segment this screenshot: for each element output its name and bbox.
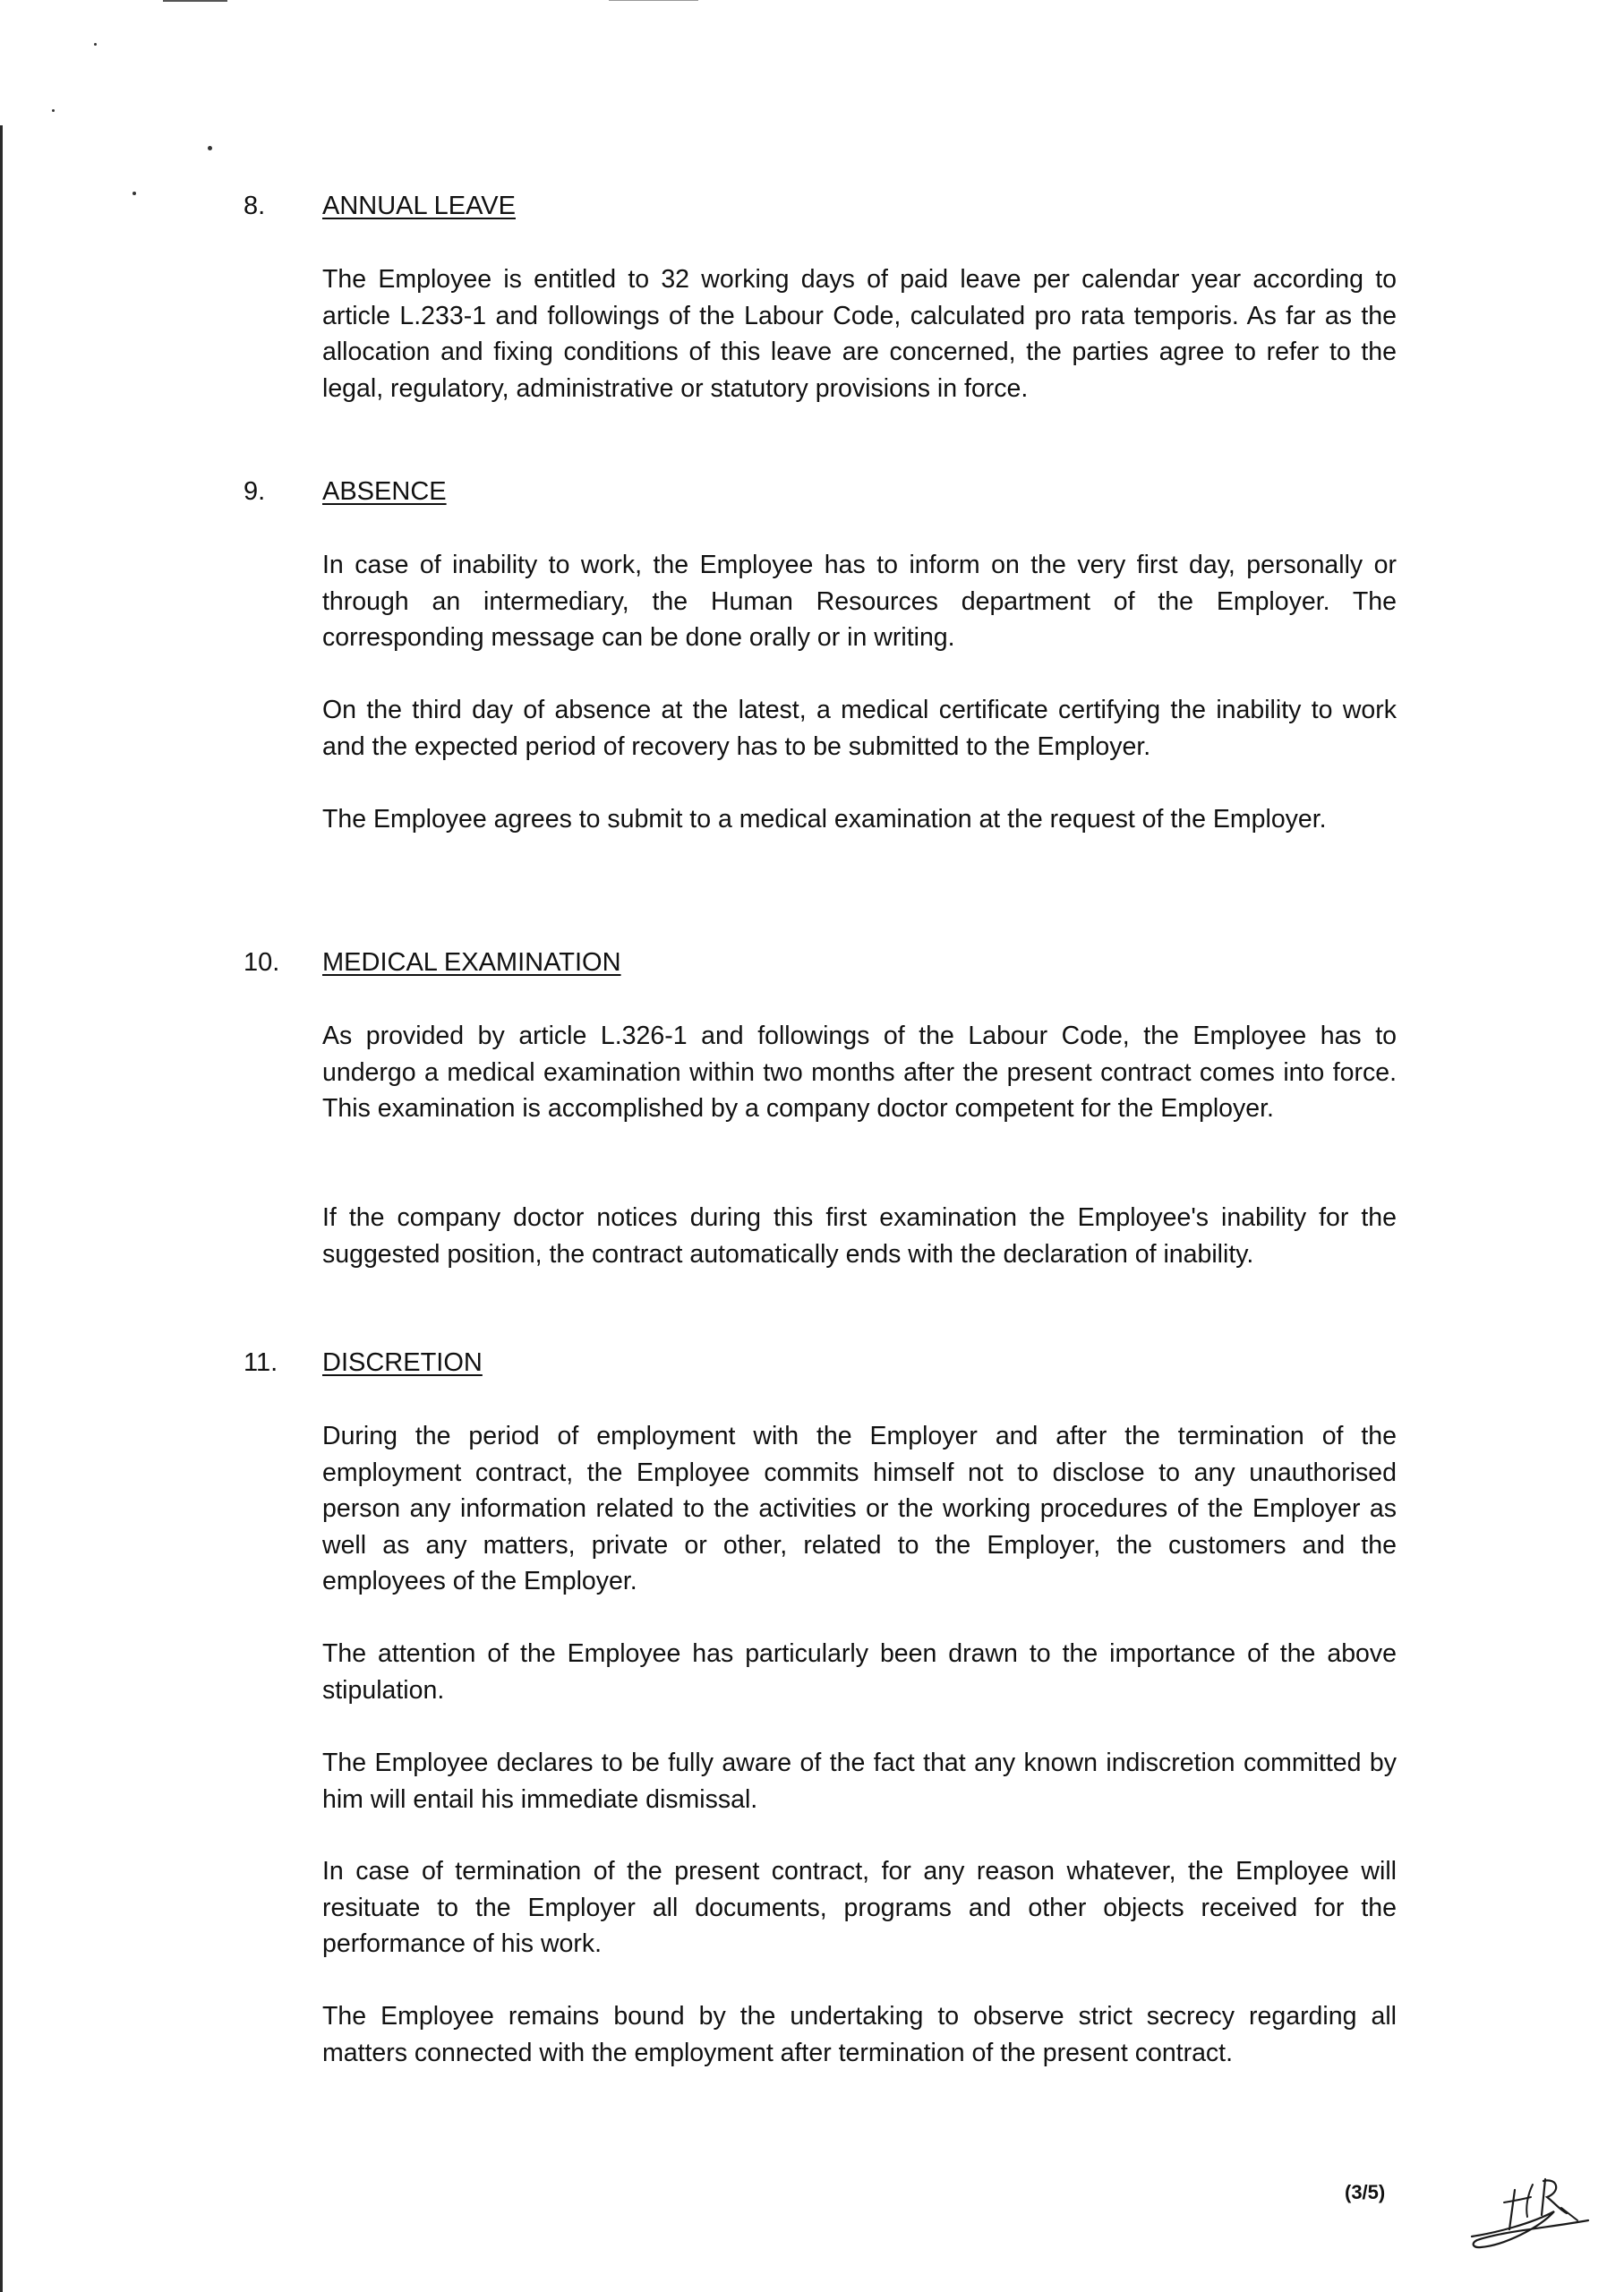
section-paragraph: As provided by article L.326-1 and followings of the Labour Code, the Employee has to undergo a medical examination within two months after the present contract comes into force. This examination is accomplished by a company doctor competent for the Employer. [322,1022,1397,1124]
section-paragraph: In case of inability to work, the Employee has to inform on the very first day, personally or through an intermediary, the Human Resources department of the Employer. The corresponding message can be done orally or in writing. [322,551,1397,653]
section-number: 10. [244,948,280,977]
section-paragraph: The Employee remains bound by the undertaking to observe strict secrecy regarding all matters connected with the employment after termination of the present contract. [322,2002,1397,2067]
section-paragraph: The Employee declares to be fully aware of the fact that any known indiscretion committed by him will entail his immediate dismissal. [322,1749,1397,1814]
scan-mark [609,0,698,1]
section-paragraph: The attention of the Employee has particularly been drawn to the importance of the above stipulation. [322,1639,1397,1705]
section-paragraph: If the company doctor notices during this first examination the Employee's inability for the suggested position, the contract automatically ends with the declaration of inability. [322,1203,1397,1269]
section-title: ANNUAL LEAVE [322,192,516,220]
section-number: 9. [244,477,266,506]
section-number: 8. [244,192,266,220]
scan-edge [0,125,3,2292]
section-paragraph: The Employee agrees to submit to a medical examination at the request of the Employer. [322,805,1327,834]
scan-speck [208,146,212,150]
section-paragraph: During the period of employment with the Employer and after the termination of the employment contract, the Employee commits himself not to disclose to any unauthorised person any information related to the activities or the working procedures of the Employer as well as any matters, private or other, related to the Employer, the customers and the employees of the Employer. [322,1422,1397,1596]
scan-speck [132,192,136,195]
section-number: 11. [244,1348,278,1377]
section-paragraph: The Employee is entitled to 32 working days of paid leave per calendar year according to article L.233-1 and followings of the Labour Code, calculated pro rata temporis. As far as the allocation and fixing conditions of this leave are concerned, the parties agree to refer to the legal, regulatory, administrative or statutory provisions in force. [322,265,1397,403]
scan-speck [52,109,55,112]
section-title: DISCRETION [322,1348,483,1377]
section-title: MEDICAL EXAMINATION [322,948,621,977]
section-title: ABSENCE [322,477,447,506]
section-paragraph: In case of termination of the present contract, for any reason whatever, the Employee will resituate to the Employer all documents, programs and other objects received for the performance of his work. [322,1857,1397,1959]
scan-speck [94,43,97,46]
page-number: (3/5) [1345,2181,1386,2203]
section-paragraph: On the third day of absence at the latest, a medical certificate certifying the inability to work and the expected period of recovery has to be submitted to the Employer. [322,696,1397,761]
scan-mark [163,0,227,2]
initials-signature [1468,2158,1594,2256]
